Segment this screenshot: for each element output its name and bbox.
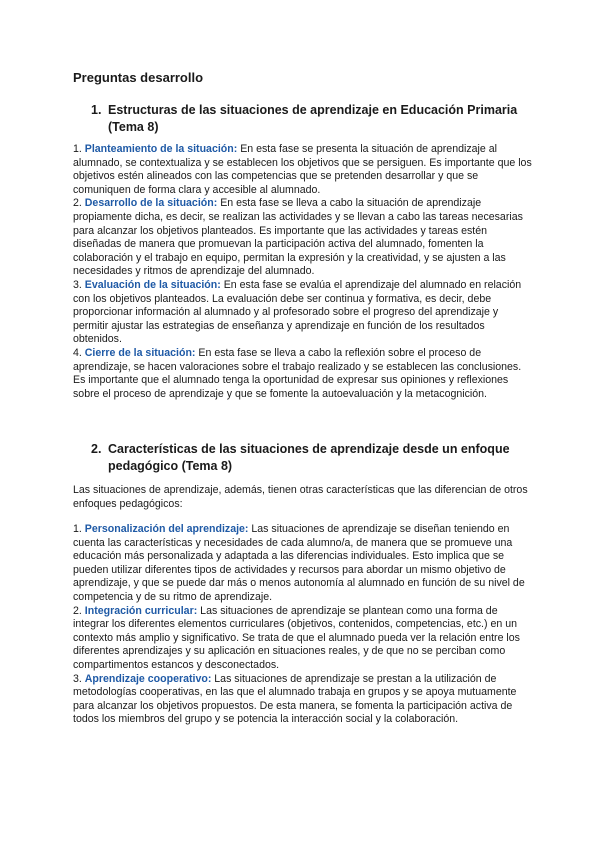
page-title: Preguntas desarrollo (73, 70, 204, 85)
item-label: Planteamiento de la situación: (84, 143, 238, 155)
list-item: 2. Desarrollo de la situación: En esta fase se lleva a cabo la situación de aprendizaje propiamente dicha, es decir, se realizan las actividades y se llevan a cabo las tareas necesarias para alcanzar los objetivos planteados. Es importante que las actividades y tareas estén diseñadas de manera que promuevan la participación activa del alumnado, fomenten la colaboración y el trabajo en equipo, permitan la expresión y la creatividad, y se ajusten a las necesidades y ritmos de aprendizaje del alumnado. (73, 197, 523, 278)
section-2-body (73, 523, 533, 727)
list-item: 1. Personalización del aprendizaje: Las situaciones de aprendizaje se diseñan teniendo en cuenta las características y necesidades de cada alumno/a, de manera que se promueve una educación más personalizada y adaptada a las diferencias individuales. Esto implica que se pueden utilizar diferentes tipos de actividades y recursos para abordar un mismo objetivo de aprendizaje, y que se puede dar más o menos autonomía al alumnado en función de su nivel de competencia y de su ritmo de aprendizaje. (73, 523, 525, 603)
item-label: Evaluación de la situación: (84, 278, 221, 291)
section-1-title: Estructuras de las situaciones de aprendizaje en Educación Primaria (Tema 8) (108, 103, 518, 134)
item-label: Desarrollo de la situación: (84, 197, 218, 210)
intro-paragraph: Las situaciones de aprendizaje, además, tienen otras características que las diferencian de otros enfoques pedagógicos: (73, 484, 528, 510)
list-item: 3. Evaluación de la situación: En esta fase se evalúa el aprendizaje del alumnado en relación con los objetivos planteados. La evaluación debe ser continua y formativa, es decir, debe proporcionar información al alumnado y al profesorado sobre el progreso del aprendizaje y permitir ajustar las estrategias de enseñanza y aprendizaje en función de los resultados obtenidos. (73, 278, 522, 346)
section-2-number: 2. (91, 442, 102, 456)
section-1-heading (91, 102, 531, 136)
section-2-title: Características de las situaciones de aprendizaje desde un enfoque pedagógico (Tema 8) (108, 442, 510, 473)
item-label: Cierre de la situación: (84, 346, 196, 359)
list-item: 3. Aprendizaje cooperativo: Las situaciones de aprendizaje se prestan a la utilización de metodologías cooperativas, en las que el alumnado trabaja en grupos y se apoya mutuamente para alcanzar los objetivos propuestos. De esta manera, se fomenta la participación activa de todos los miembros del grupo y se potencia la interacción social y la colaboración. (73, 672, 517, 726)
list-item: 2. Integración curricular: Las situaciones de aprendizaje se plantean como una forma de integrar los diferentes elementos curriculares (objetivos, contenidos, competencias, etc.) en un contexto más amplio y significativo. Se trata de que el alumnado pueda ver la relación entre los diferentes aprendizajes y su aplicación en situaciones reales, y de que no se perciban como compartimentos estancos y desconectados. (73, 604, 520, 671)
section-1-body (73, 143, 533, 401)
list-item: 1. Planteamiento de la situación: En esta fase se presenta la situación de aprendizaje al alumnado, se contextualiza y se establecen los objetivos que se persiguen. Es importante que los objetivos estén alineados con las competencias que se pretenden desarrollar y que se comuniquen de forma clara y accesible al alumnado. (73, 143, 532, 196)
item-label: Aprendizaje cooperativo: (84, 672, 212, 685)
section-2-intro (73, 484, 533, 511)
item-label: Integración curricular: (84, 604, 198, 617)
item-label: Personalización del aprendizaje: (84, 523, 249, 535)
list-item: 4. Cierre de la situación: En esta fase se lleva a cabo la reflexión sobre el proceso de aprendizaje, se hacen valoraciones sobre el trabajo realizado y se establecen las conclusiones. Es importante que el alumnado tenga la oportunidad de expresar sus opiniones y reflexiones sobre el proceso de aprendizaje y que se fomente la autoevaluación y la metacognición. (73, 346, 522, 400)
section-2-heading (91, 441, 531, 475)
section-1-number: 1. (91, 103, 102, 117)
